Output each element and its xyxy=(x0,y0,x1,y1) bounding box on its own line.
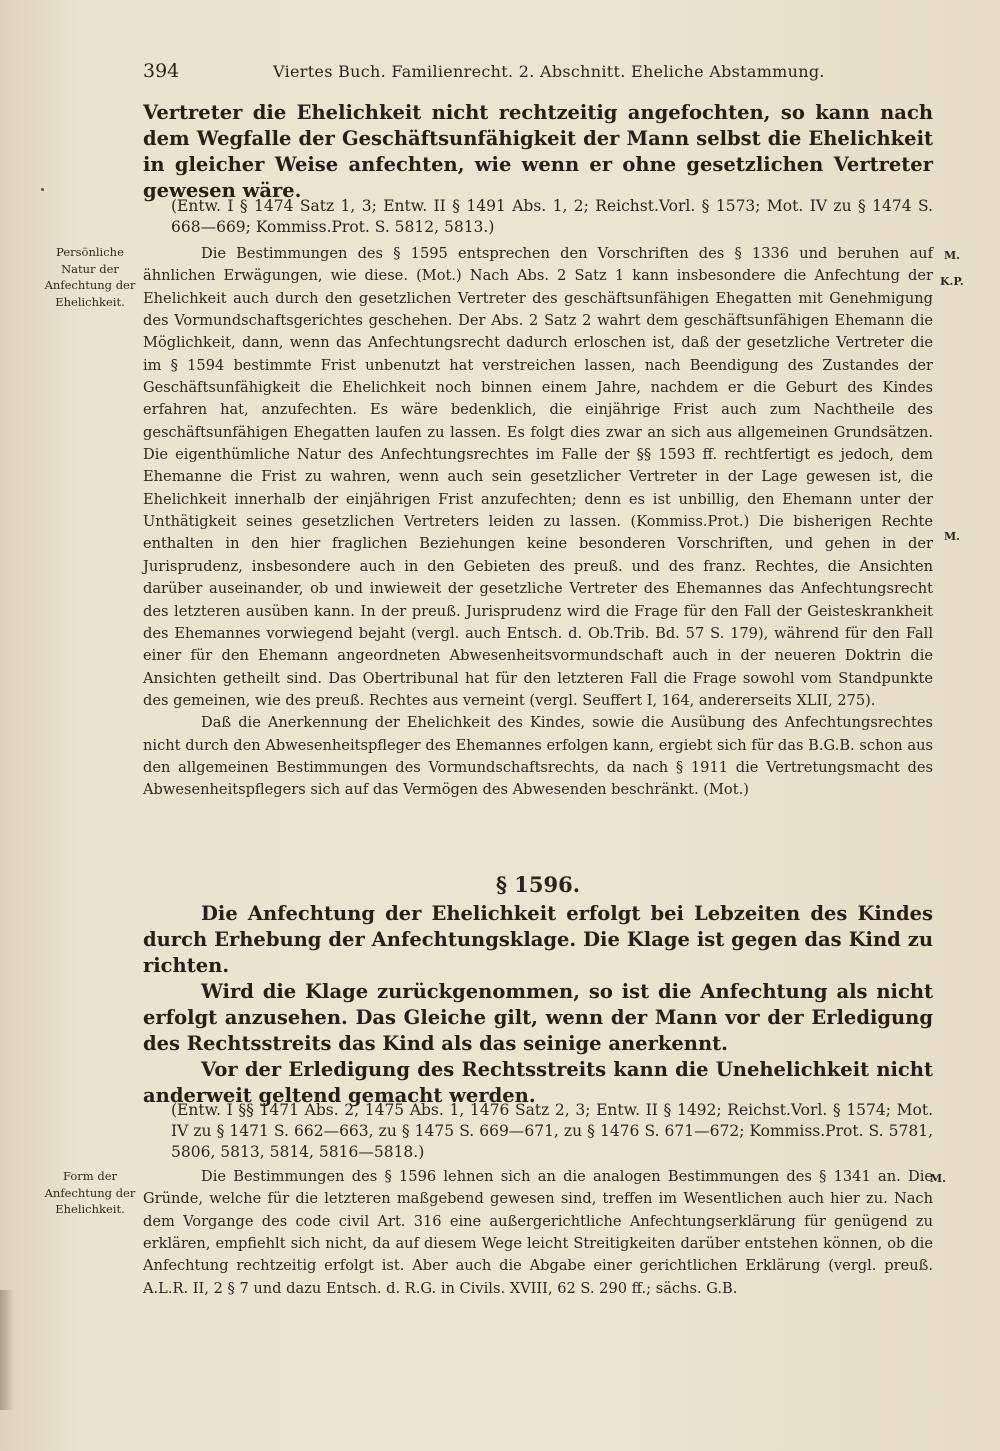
top-law-text xyxy=(143,100,933,204)
top-reference: (Entw. I § 1474 Satz 1, 3; Entw. II § 1491 Abs. 1, 2; Reichst.Vorl. § 1573; Mot. IV zu § 1474 S. 668—669; Kommiss.Prot. S. 5812, 5813.) xyxy=(171,197,933,236)
commentary-2 xyxy=(143,1166,933,1300)
margin-note-form: Form der Anfechtung der Ehelichkeit. xyxy=(44,1169,136,1216)
law-paragraph: Vertreter die Ehelichkeit nicht rechtzeitig angefochten, so kann nach dem Wegfalle der Geschäftsunfähigkeit der Mann selbst die Ehelichkeit in gleicher Weise anfechten, wie wenn er ohne gesetzlichen Vertreter gewesen wäre. xyxy=(143,101,933,202)
margin-note-personal-nature: Persönliche Natur der Anfechtung der Ehelichkeit. xyxy=(44,245,136,309)
law-paragraph: Die Anfechtung der Ehelichkeit erfolgt bei Lebzeiten des Kindes durch Erhebung der Anfechtungsklage. Die Klage ist gegen das Kind zu richten. xyxy=(143,902,933,977)
running-head: Viertes Buch. Familienrecht. 2. Abschnitt. Eheliche Abstammung. xyxy=(273,62,825,81)
commentary-paragraph: Die Bestimmungen des § 1596 lehnen sich an die analogen Bestimmungen des § 1341 an. Die Gründe, welche für die letzteren maßgebend gewesen sind, treffen im Wesentlichen auch hier zu. Nach dem Vorgange des code civil Art. 316 eine außergerichtliche Anfechtungserklärung für genügend zu erklären, empfiehlt sich nicht, da auf diesem Wege leicht Streitigkeiten darüber entstehen können, ob die Anfechtung rechtzeitig erfolgt ist. Aber auch die Abgabe einer gerichtlichen Erklärung (vergl. preuß. A.L.R. II, 2 § 7 und dazu Entsch. d. R.G. in Civils. XVIII, 62 S. 290 ff.; sächs. G.B. xyxy=(143,1168,933,1297)
commentary-paragraph: Die Bestimmungen des § 1595 entsprechen den Vorschriften des § 1336 und beruhen auf ähnlichen Erwägungen, wie diese. (Mot.) Nach Abs. 2 Satz 1 kann insbesondere die Anfechtung der Ehelichkeit auch durch den gesetzlichen Vertreter des geschäftsunfähigen Ehegatten mit Genehmigung des Vormundschaftsgerichtes geschehen. Der Abs. 2 Satz 2 wahrt dem geschäftsunfähigen Ehemann die Möglichkeit, dann, wenn das Anfechtungsrecht dadurch erloschen ist, daß der gesetzliche Vertreter die im § 1594 bestimmte Frist unbenutzt hat verstreichen lassen, nach Beendigung des Zustandes der Geschäftsunfähigkeit die Ehelichkeit noch binnen einem Jahre, nachdem er die Geburt des Kindes erfahren hat, anzufechten. Es wäre bedenklich, die einjährige Frist auch zum Nachtheile des geschäftsunfähigen Ehegatten laufen zu lassen. Es folgt dies zwar an sich aus allgemeinen Grundsätzen. Die eigenthümliche Natur des Anfechtungsrechtes im Falle der §§ 1593 ff. rechtfertigt es jedoch, dem Ehemanne die Frist zu wahren, wenn auch sein gesetzlicher Vertreter in der Lage gewesen ist, die Ehelichkeit innerhalb der einjährigen Frist anzufechten; denn es ist unbillig, den Ehemann unter der Unthätigkeit seines gesetzlichen Vertreters leiden zu lassen. (Kommiss.Prot.) Die bisherigen Rechte enthalten in den hier fraglichen Beziehungen keine besonderen Vorschriften, und gehen in der Jurisprudenz, insbesondere auch in den Gebieten des preuß. und des franz. Rechtes, die Ansichten darüber auseinander, ob und inwieweit der gesetzliche Vertreter des Ehemannes das Anfechtungsrecht des letzteren ausüben kann. In der preuß. Jurisprudenz wird die Frage für den Fall der Geisteskrankheit des Ehemannes vorwiegend bejaht (vergl. auch Entsch. d. Ob.Trib. Bd. 57 S. 179), während für den Fall einer für den Ehemann angeordneten Abwesenheitsvormundschaft auch in der neueren Doktrin die Ansichten getheilt sind. Das Obertribunal hat für den letzteren Fall die Frage sowohl vom Standpunkte des gemeinen, wie des preuß. Rechtes aus verneint (vergl. Seuffert I, 164, andererseits XLII, 275). xyxy=(143,245,933,709)
section-title: § 1596. xyxy=(495,872,581,897)
commentary-1 xyxy=(143,243,933,802)
ink-dot xyxy=(41,188,44,191)
right-note-m: M. xyxy=(944,249,961,262)
page-header xyxy=(143,60,933,88)
commentary-paragraph: Daß die Anerkennung der Ehelichkeit des Kindes, sowie die Ausübung des Anfechtungsrechtes nicht durch den Abwesenheitspfleger des Ehemannes erfolgen kann, ergiebt sich für das B.G.B. schon aus den allgemeinen Bestimmungen des Vormundschaftsrechts, da nach § 1911 die Vertretungsmacht des Abwesenheitspflegers sich auf das Vermögen des Abwesenden beschränkt. (Mot.) xyxy=(143,714,933,799)
section-reference: (Entw. I §§ 1471 Abs. 2, 1475 Abs. 1, 1476 Satz 2, 3; Entw. II § 1492; Reichst.Vorl. § 1574; Mot. IV zu § 1471 S. 662—663, zu § 1475 S. 669—671, zu § 1476 S. 671—672; Kommiss.Prot. S. 5781, 5806, 5813, 5814, 5816—5818.) xyxy=(171,1101,933,1161)
section-law-text xyxy=(143,901,933,1109)
right-note-m: M. xyxy=(944,530,961,543)
page-number: 394 xyxy=(143,60,180,82)
right-note-kp: K.P. xyxy=(940,275,964,288)
law-paragraph: Vor der Erledigung des Rechtsstreits kann die Unehelichkeit nicht anderweit geltend gemacht werden. xyxy=(143,1058,933,1107)
law-paragraph: Wird die Klage zurückgenommen, so ist die Anfechtung als nicht erfolgt anzusehen. Das Gleiche gilt, wenn der Mann vor der Erledigung des Rechtsstreits das Kind als das seinige anerkennt. xyxy=(143,980,933,1055)
page-edge-shadow xyxy=(0,1290,14,1410)
right-note-m: M. xyxy=(930,1172,947,1185)
